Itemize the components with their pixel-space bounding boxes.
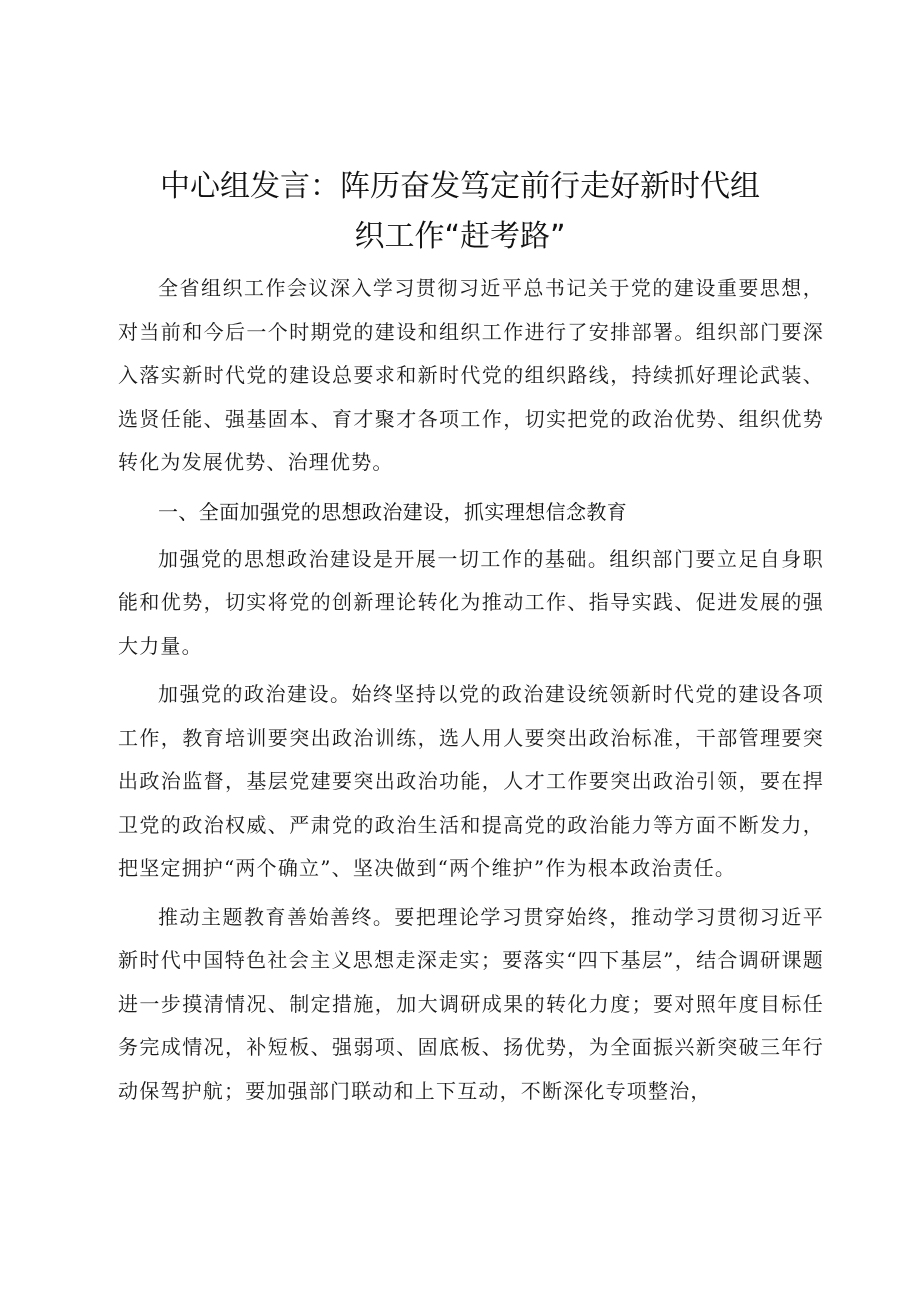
title-line-2: 织工作“赶考路” <box>354 219 566 254</box>
document-body <box>118 267 824 1118</box>
body-paragraph: 推动主题教育善始善终。要把理论学习贯穿始终，推动学习贯彻习近平新时代中国特色社会主义思想走深走实；要落实“四下基层”，结合调研课题进一步摸清情况、制定措施，加大调研成果的转化力度；要对照年度目标任务完成情况，补短板、强弱项、固底板、扬优势，为全面振兴新突破三年行动保驾护航；要加强部门联动和上下互动，不断深化专项整治， <box>118 904 824 1103</box>
document-title <box>110 162 810 262</box>
section-heading: 一、全面加强党的思想政治建设，抓实理想信念教育 <box>158 499 628 524</box>
body-paragraph: 加强党的政治建设。始终坚持以党的政治建设统领新时代党的建设各项工作，教育培训要突出政治训练，选人用人要突出政治标准，干部管理要突出政治监督，基层党建要突出政治功能，人才工作要突出政治引领，要在捍卫党的政治权威、严肃党的政治生活和提高党的政治能力等方面不断发力，把坚定拥护“两个确立”、坚决做到“两个维护”作为根本政治责任。 <box>118 682 824 880</box>
title-line-1: 中心组发言：阵历奋发笃定前行走好新时代组 <box>160 169 760 204</box>
intro-paragraph: 全省组织工作会议深入学习贯彻习近平总书记关于党的建设重要思想，对当前和今后一个时期党的建设和组织工作进行了安排部署。组织部门要深入落实新时代党的建设总要求和新时代党的组织路线，持续抓好理论武装、选贤任能、强基固本、育才聚才各项工作，切实把党的政治优势、组织优势转化为发展优势、治理优势。 <box>118 276 824 474</box>
body-paragraph: 加强党的思想政治建设是开展一切工作的基础。组织部门要立足自身职能和优势，切实将党的创新理论转化为推动工作、指导实践、促进发展的强大力量。 <box>118 546 824 658</box>
